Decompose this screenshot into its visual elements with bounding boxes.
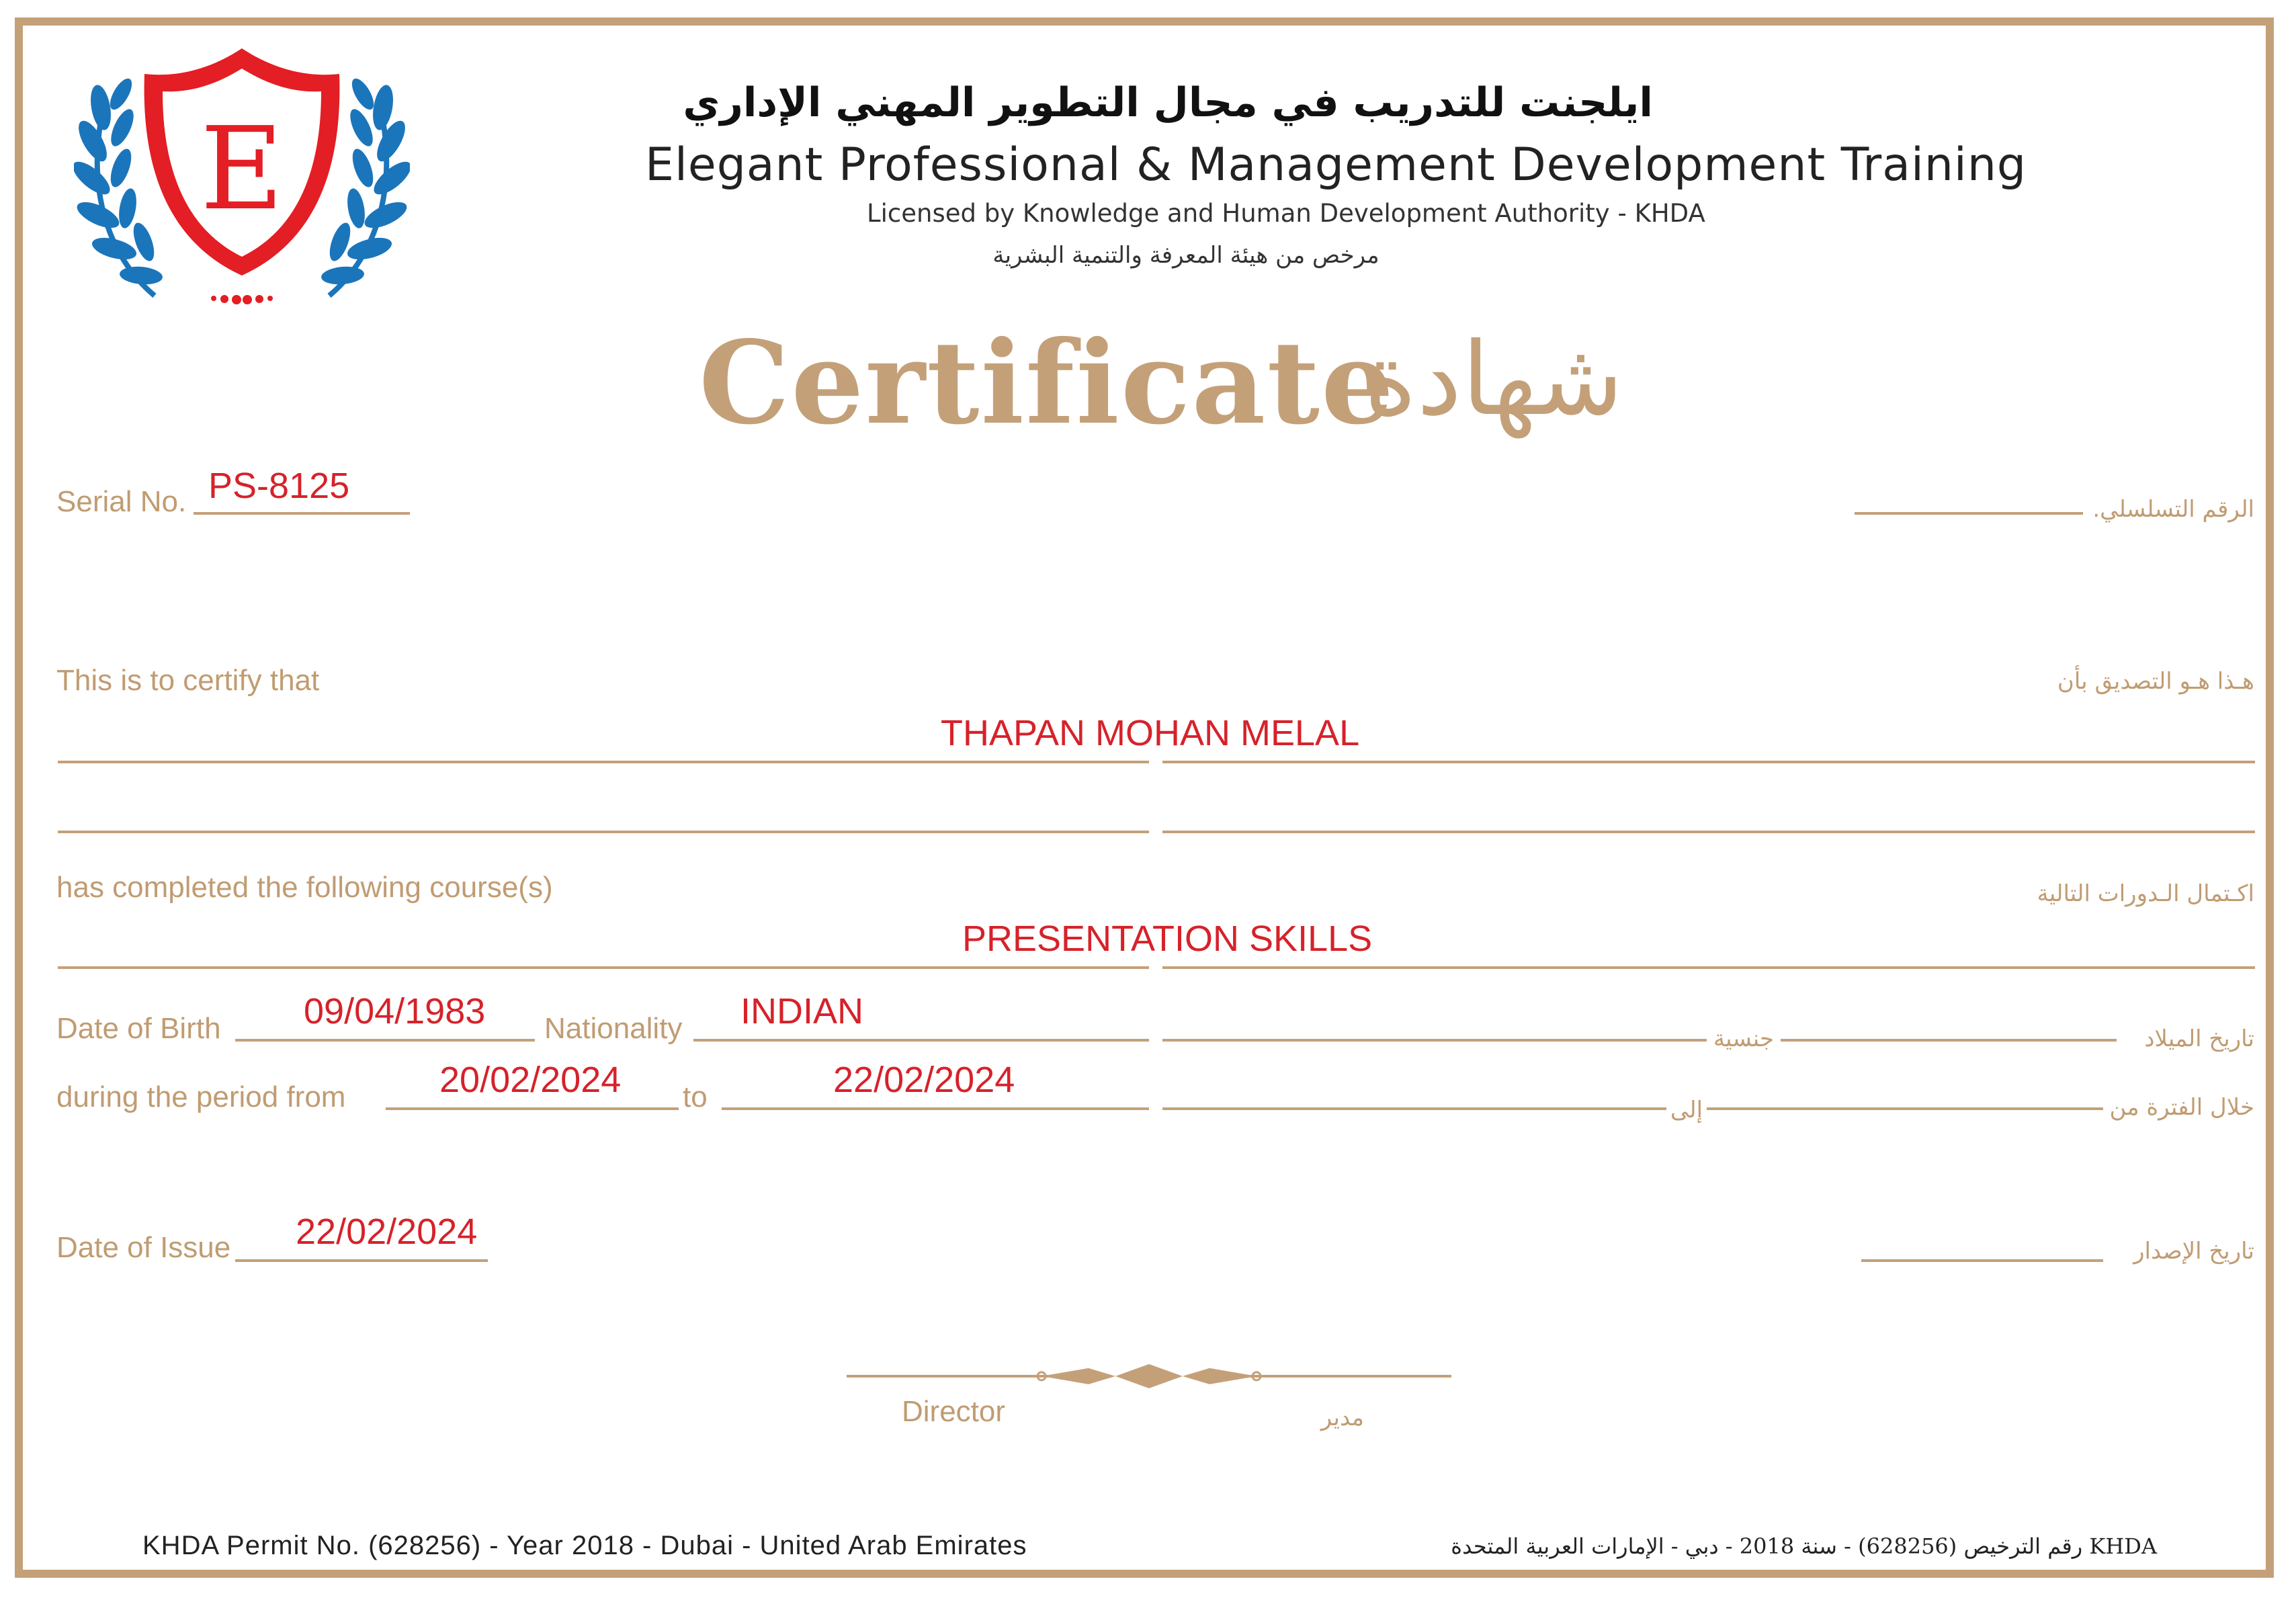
nationality-line: [693, 1039, 1149, 1042]
issue-label-arabic: تاريخ الإصدار: [2133, 1238, 2254, 1265]
serial-line: [194, 512, 410, 515]
serial-label-arabic: الرقم التسلسلي.: [2092, 496, 2254, 523]
to-label: to: [683, 1081, 708, 1113]
period-to-line: [722, 1107, 1149, 1110]
certify-label: This is to certify that: [56, 664, 320, 697]
footer-permit-arabic: KHDA رقم الترخيص (628256) - سنة 2018 - دبي - الإمارات العربية المتحدة: [1451, 1533, 2157, 1559]
period-to-value: 22/02/2024: [833, 1060, 1015, 1100]
issue-value: 22/02/2024: [296, 1212, 478, 1252]
name-line2-right: [1162, 831, 2255, 833]
issue-label: Date of Issue: [56, 1231, 231, 1264]
footer-permit-english: KHDA Permit No. (628256) - Year 2018 - Dubai - United Arab Emirates: [142, 1531, 1027, 1560]
header-title-english: Elegant Professional & Management Development Training: [645, 138, 2027, 192]
shield-icon: [144, 48, 340, 276]
nationality-line-ar: [1162, 1039, 1707, 1042]
dob-value: 09/04/1983: [304, 991, 486, 1031]
elegant-logo: [74, 40, 410, 309]
to-label-arabic: إلى: [1670, 1097, 1703, 1124]
serial-line-ar: [1855, 512, 2083, 515]
director-label: Director: [902, 1395, 1006, 1428]
course-line-right: [1162, 966, 2255, 969]
recipient-name: THAPAN MOHAN MELAL: [941, 713, 1360, 753]
period-label: during the period from: [56, 1081, 346, 1113]
nationality-label: Nationality: [544, 1012, 683, 1045]
serial-label: Serial No.: [56, 485, 187, 518]
dob-label-arabic: تاريخ الميلاد: [2144, 1025, 2254, 1052]
nationality-label-arabic: جنسية: [1713, 1025, 1775, 1052]
dob-line-ar: [1781, 1039, 2117, 1042]
period-to-line-ar: [1162, 1107, 1666, 1110]
certificate-title-english: Certificate: [699, 316, 1396, 450]
completed-label-arabic: اكـتمال الـدورات التالية: [2037, 880, 2254, 907]
period-from-value: 20/02/2024: [439, 1060, 622, 1100]
dob-label: Date of Birth: [56, 1012, 221, 1045]
header-license-arabic: مرخص من هيئة المعرفة والتنمية البشرية: [992, 242, 1379, 269]
name-line-right: [1162, 761, 2255, 763]
name-line2-left: [58, 831, 1149, 833]
issue-line-ar: [1861, 1259, 2103, 1262]
logo-letter: E: [200, 103, 284, 236]
period-label-arabic: خلال الفترة من: [2109, 1094, 2254, 1121]
completed-label: has completed the following course(s): [56, 871, 553, 904]
dob-line: [235, 1039, 535, 1042]
director-label-arabic: مدير: [1320, 1404, 1364, 1431]
issue-line: [235, 1259, 488, 1262]
course-name: PRESENTATION SKILLS: [962, 919, 1373, 959]
serial-value: PS-8125: [208, 466, 350, 506]
period-from-line-ar: [1707, 1107, 2103, 1110]
header-title-arabic: ايلجنت للتدريب في مجال التطوير المهني الإداري: [683, 79, 1653, 126]
logo-dots: [211, 295, 273, 304]
nationality-value: INDIAN: [740, 991, 864, 1031]
name-line-left: [58, 761, 1149, 763]
header-license-english: Licensed by Knowledge and Human Development Authority - KHDA: [867, 199, 1705, 228]
course-line-left: [58, 966, 1149, 969]
certify-label-arabic: هـذا هـو التصديق بأن: [2057, 668, 2254, 695]
period-from-line: [386, 1107, 679, 1110]
certificate-title-arabic: شهادة: [1364, 321, 1623, 438]
